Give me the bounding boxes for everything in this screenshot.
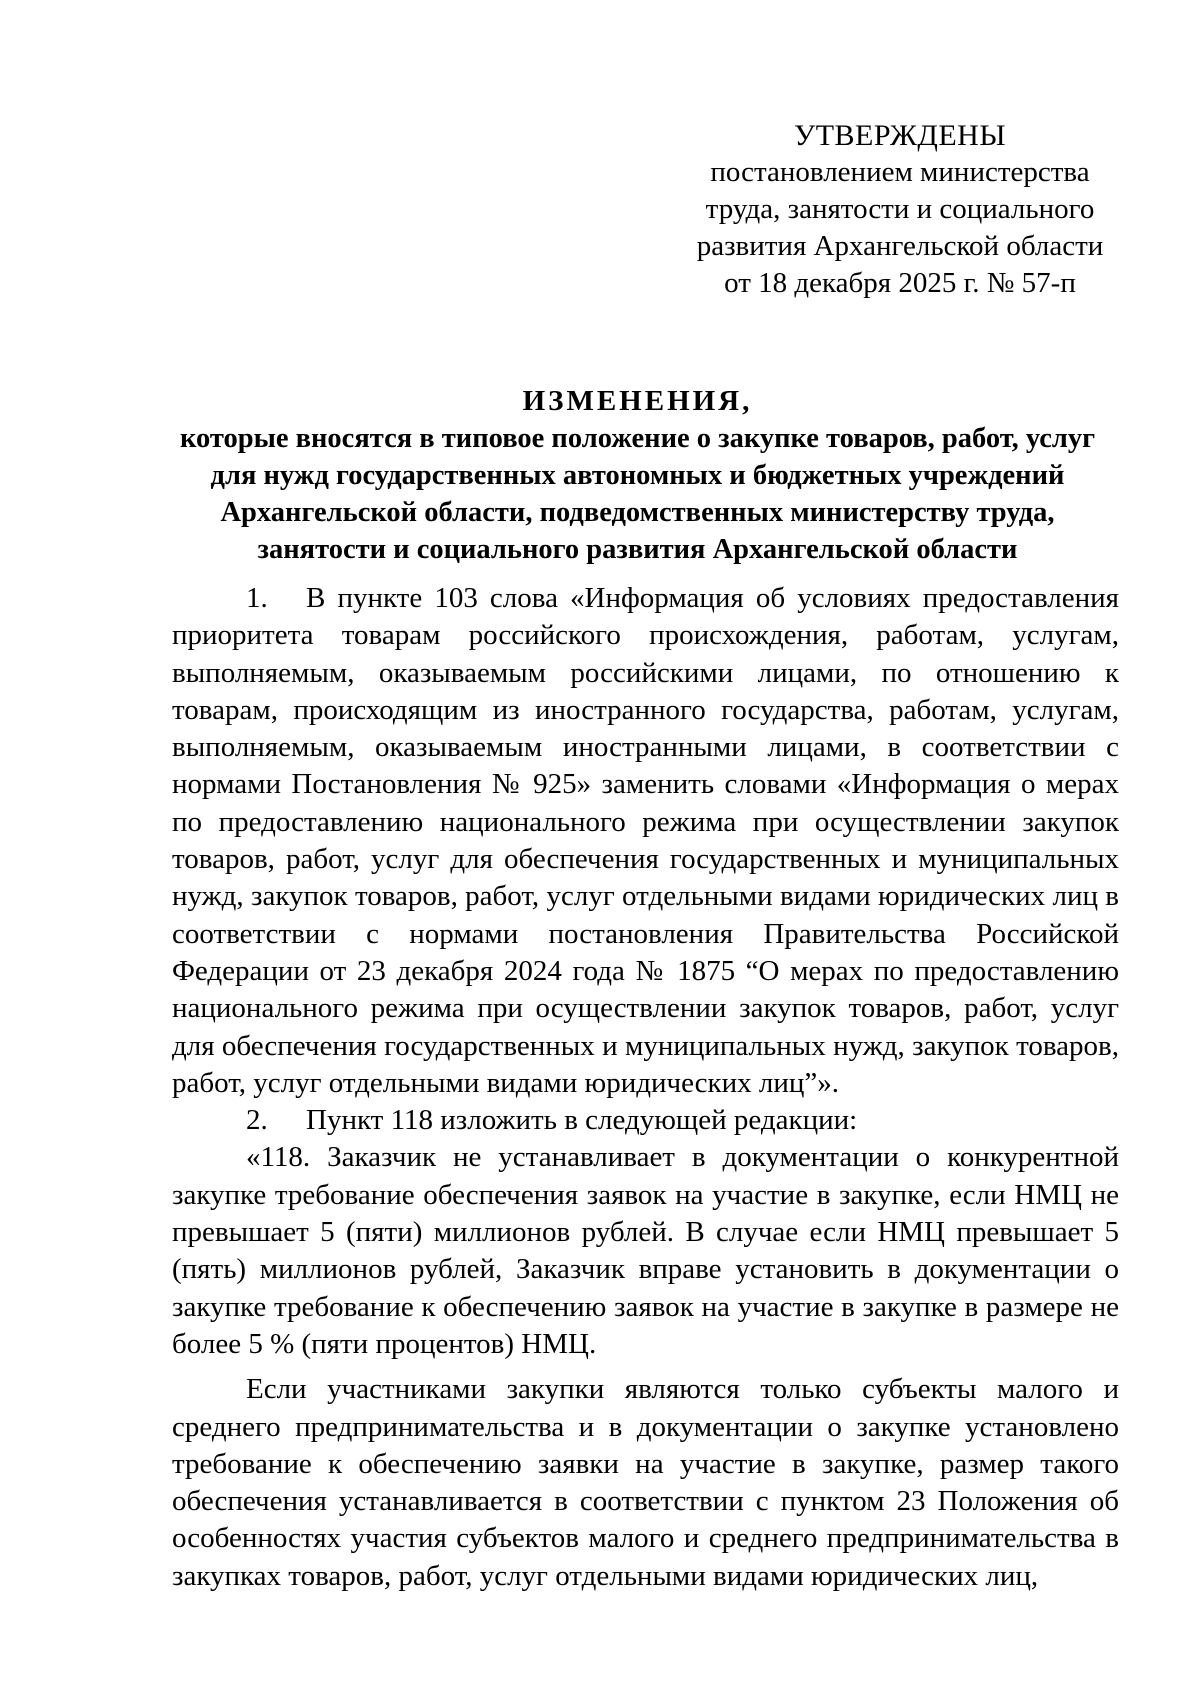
list-item: [172, 1102, 1119, 1139]
quoted-paragraph: Если участниками закупки являются только субъекты малого и среднего предпринимательства и в документации о закупке установлено требование к обеспечению заявки на участие в закупке, размер такого обеспечения устанавливается в соответствии с пунктом 23 Положения об особенностях участия субъектов малого и среднего предпринимательства в закупках товаров, работ, услуг отдельными видами юридических лиц,: [172, 1373, 1119, 1592]
approval-stamp: [690, 117, 1110, 302]
item-text: В пункте 103 слова «Информация об условиях предоставления приоритета товарам российского происхождения, работам, услугам, выполняемым, оказываемым российскими лицами, по отношению к товарам, происходящим из иностранного государства, работам, услугам, выполняемым, оказываемым иностранными лицами, в соответствии с нормами Постановления № 925» заменить словами «Информация о мерах по предоставлению национального режима при осуществлении закупок товаров, работ, услуг для обеспечения государственных и муниципальных нужд, закупок товаров, работ, услуг отдельными видами юридических лиц в соответствии с нормами постановления Правительства Российской Федерации от 23 декабря 2024 года № 1875 “О мерах по предоставлению национального режима при осуществлении закупок товаров, работ, услуг для обеспечения государственных и муниципальных нужд, закупок товаров, работ, услуг отдельными видами юридических лиц”».: [172, 582, 1119, 1099]
list-item: [172, 580, 1119, 1102]
approval-date: от 18 декабря 2025 г. № 57-п: [724, 267, 1076, 299]
approval-title: УТВЕРЖДЕНЫ: [793, 119, 1007, 152]
document-heading: [160, 383, 1115, 568]
document-body: [172, 580, 1119, 1595]
approval-line: труда, занятости и социального: [705, 193, 1095, 225]
item-number: 1.: [246, 582, 268, 614]
quoted-paragraph: «118. Заказчик не устанавливает в документации о конкурентной закупке требование обеспечения заявок на участие в закупке, если НМЦ не превышает 5 (пяти) миллионов рублей. В случае если НМЦ превышает 5 (пять) миллионов рублей, Заказчик вправе установить в документации о закупке требование к обеспечению заявок на участие в закупке в размере не более 5 % (пяти процентов) НМЦ.: [172, 1141, 1119, 1360]
approval-line: постановлением министерства: [710, 156, 1090, 188]
item-text: Пункт 118 изложить в следующей редакции:: [306, 1104, 858, 1137]
document-subtitle: которые вносятся в типовое положение о закупке товаров, работ, услуг для нужд государственных автономных и бюджетных учреждений Архангельской области, подведомственных министерству труда, занятости и социального развития Архангельской области: [179, 423, 1096, 565]
approval-line: развития Архангельской области: [696, 230, 1104, 262]
item-number: 2.: [246, 1104, 268, 1137]
document-title: ИЗМЕНЕНИЯ,: [522, 385, 753, 417]
